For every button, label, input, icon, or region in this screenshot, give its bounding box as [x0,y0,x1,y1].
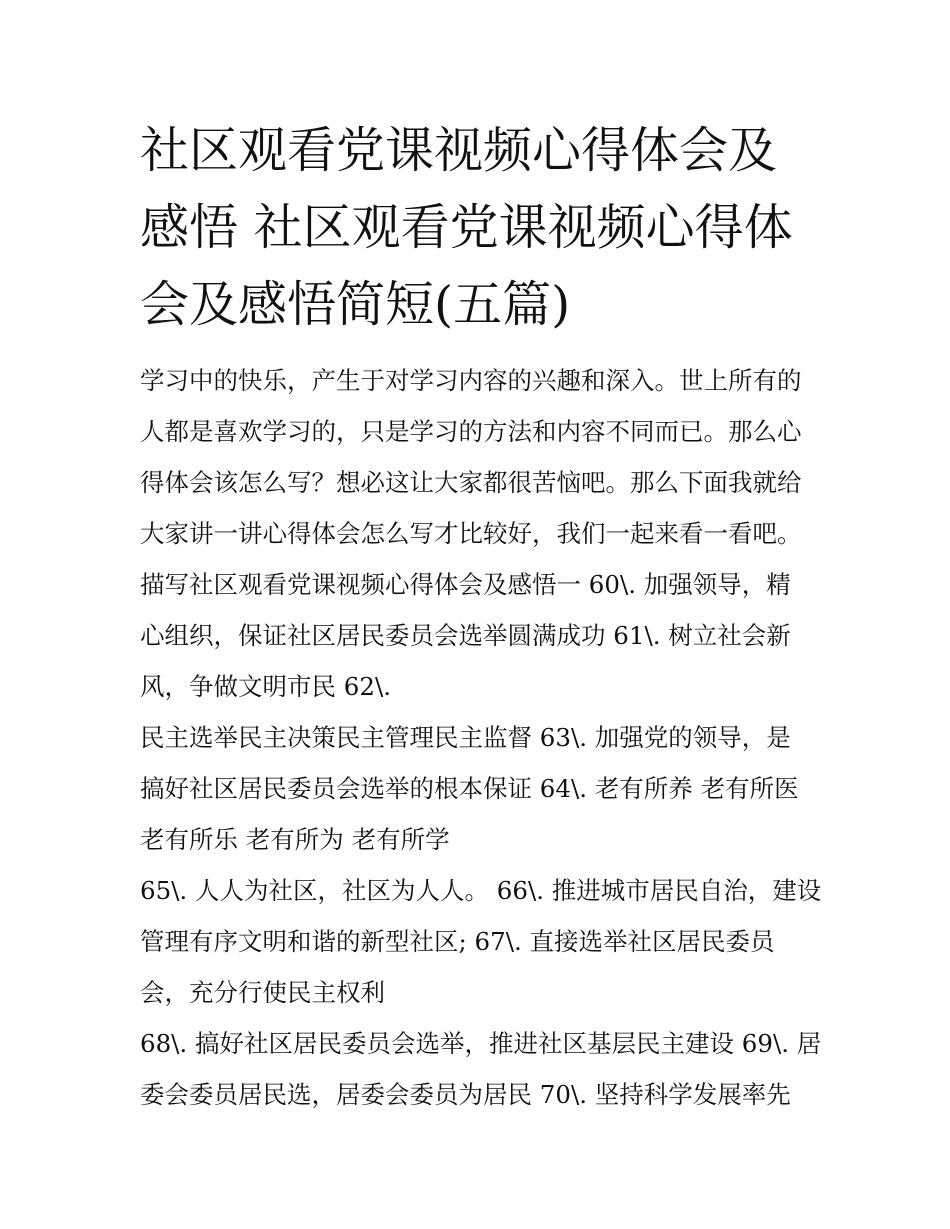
body-line-14: 68\. 搞好社区居民委员会选举，推进社区基层民主建设 69\. 居 [140,1029,822,1058]
body-line-8: 民主选举民主决策民主管理民主监督 63\. 加强党的领导，是 [140,723,791,752]
title-line-3: 会及感悟简短(五篇) [140,276,571,333]
document-body [140,355,820,1120]
body-line-11: 65\. 人人为社区，社区为人人。 66\. 推进城市居民自治，建设 [140,876,822,905]
body-line-4: 大家讲一讲心得体会怎么写才比较好，我们一起来看一看吧。 [140,519,802,548]
body-line-12: 管理有序文明和谐的新型社区; 67\. 直接选举社区居民委员 [140,927,775,956]
body-line-9: 搞好社区居民委员会选举的根本保证 64\. 老有所养 老有所医 [140,774,799,803]
document-page [140,112,820,1120]
title-line-1: 社区观看党课视频心得体会及 [140,122,778,179]
body-line-1: 学习中的快乐，产生于对学习内容的兴趣和深入。世上所有的 [140,366,802,395]
body-line-2: 人都是喜欢学习的，只是学习的方法和内容不同而已。那么心 [140,417,802,446]
body-line-7: 风，争做文明市民 62\. [140,672,392,701]
body-line-13: 会，充分行使民主权利 [140,978,385,1007]
body-line-3: 得体会该怎么写？想必这让大家都很苦恼吧。那么下面我就给 [140,468,802,497]
body-line-15: 委会委员居民选，居委会委员为居民 70\. 坚持科学发展率先 [140,1080,791,1109]
body-line-6: 心组织，保证社区居民委员会选举圆满成功 61\. 树立社会新 [140,621,791,650]
body-line-5: 描写社区观看党课视频心得体会及感悟一 60\. 加强领导，精 [140,570,791,599]
body-line-10: 老有所乐 老有所为 老有所学 [140,825,450,854]
title-line-2: 感悟 社区观看党课视频心得体 [140,199,793,256]
document-title [140,112,820,343]
